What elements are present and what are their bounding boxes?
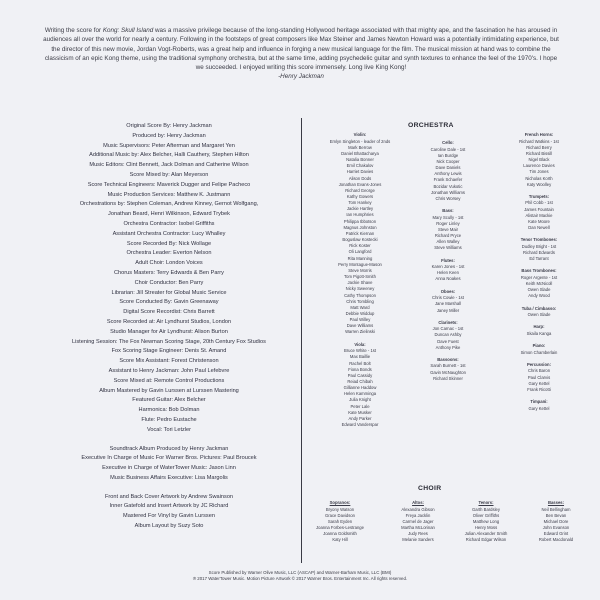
- musician-name: Dave Williams: [346, 323, 374, 329]
- musician-name: Nigel Black: [528, 157, 550, 163]
- choir-column-altos: [382, 500, 454, 544]
- musician-name: Anna Noakes: [435, 276, 461, 282]
- credit-line: Music Production Services: Matthew K. Justmann: [107, 191, 231, 198]
- singer-name: Edward Grint: [543, 531, 569, 537]
- credit-line: Executive in Charge of WaterTower Music: Jason Linn: [102, 465, 236, 472]
- intro-signature: -Henry Jackman: [278, 73, 324, 81]
- musician-name: Richard Watkins - 1st: [519, 138, 559, 144]
- musician-name: Roger Linley: [436, 220, 460, 226]
- credit-line: Score Recorded By: Nick Wollage: [126, 240, 212, 247]
- choir-column-tenors: [450, 500, 522, 544]
- musician-name: Paul Willey: [349, 317, 371, 323]
- musician-name: Roger Argente - 1st: [520, 274, 558, 280]
- orchestra-column-low-strings-woodwinds: [399, 140, 497, 388]
- orchestra-column-brass-percussion: [489, 132, 589, 418]
- musician-name: Ian Humphries: [346, 212, 374, 218]
- musician-name: Sarah Burnett - 1st: [430, 363, 466, 369]
- musician-name: Oli Langford: [348, 249, 372, 255]
- orchestra-section: [489, 132, 589, 188]
- musician-name: Duncan Ashby: [434, 332, 462, 338]
- musician-name: Mark Berrow: [348, 144, 372, 150]
- credit-line: Jonathan Beard, Henri Wilkinson, Edward Trybek: [108, 211, 230, 218]
- musician-name: Andy Parker: [348, 415, 372, 421]
- musician-name: Jonathan Evans-Jones: [338, 181, 382, 187]
- credit-line: Inner Gatefold and Insert Artwork by JC Richard: [109, 503, 229, 510]
- choir-column-sopranos: [304, 500, 376, 544]
- musician-name: Steve Morris: [348, 267, 372, 273]
- section-heading: Sopranos:: [329, 500, 351, 505]
- singer-name: Richard Edgar Wilson: [465, 537, 507, 543]
- section-heading: Trumpets:: [528, 193, 550, 199]
- credits-group: [60, 445, 278, 484]
- musician-name: Kathy Gowers: [346, 194, 374, 199]
- credit-line: Score Mixed by: Alan Meyerson: [129, 171, 209, 178]
- musician-name: Max Baillie: [349, 354, 371, 360]
- musician-name: Janey Miller: [436, 307, 460, 313]
- musician-name: Daniel Bhattacharya: [341, 150, 379, 156]
- musician-name: Richard Berry: [526, 144, 552, 150]
- footer-line: ℗ 2017 WaterTower Music. Motion Picture Artwork © 2017 Warner Bros. Entertainment Inc. All rights reserved.: [192, 576, 408, 582]
- musician-name: Rita Manning: [347, 255, 373, 261]
- section-heading: Percussion:: [527, 361, 551, 367]
- credit-line: Digital Score Recordist: Chris Barrett: [123, 309, 215, 316]
- musician-name: Skaila Kanga: [526, 330, 552, 336]
- section-heading: Bassoons:: [437, 356, 459, 362]
- singer-name: Freya Jacklin: [405, 512, 431, 518]
- musician-name: Tim Jones: [529, 169, 549, 175]
- musician-name: Simon Chamberlain: [520, 349, 558, 355]
- section-heading: Clarinets:: [438, 319, 458, 325]
- singer-name: Ben Bevan: [545, 512, 567, 518]
- singer-name: Alexandra Gibson: [401, 506, 435, 512]
- musician-name: Emil Chakalov: [346, 163, 374, 169]
- credit-line: Music Business Affairs Executive: Lisa Margolis: [110, 474, 228, 481]
- singer-name: Sarah Eyden: [327, 518, 353, 524]
- singer-name: Grace Davidson: [324, 512, 356, 518]
- singer-name: Robert Macdonald: [538, 537, 574, 543]
- singer-name: Joanna Forbes-Lestrange: [316, 525, 364, 531]
- section-heading: Tenor Trombones:: [520, 237, 558, 243]
- section-heading: Bass:: [442, 208, 454, 213]
- musician-name: Dudley Bright - 1st: [521, 243, 557, 249]
- musician-name: Nick Cooper: [436, 158, 460, 164]
- credit-line: Librarian: Jill Streater for Global Music Service: [111, 289, 227, 296]
- production-credits: [60, 122, 278, 541]
- musician-name: Jane Marshall: [434, 301, 462, 307]
- orchestra-section: [399, 140, 497, 202]
- musician-name: James Fountain: [524, 206, 554, 212]
- musician-name: Richard Bissill: [525, 150, 553, 156]
- musician-name: Edward Vanderspar: [341, 422, 379, 428]
- musician-name: Bruce White - 1st: [343, 348, 377, 354]
- section-heading: French Horns:: [524, 132, 554, 137]
- orchestra-section: [489, 362, 589, 393]
- musician-name: Dan Newell: [528, 225, 550, 231]
- section-heading: Tuba / Cimbasso:: [521, 305, 557, 311]
- musician-name: Cathy Thompson: [344, 292, 376, 298]
- orchestra-section: [399, 208, 497, 252]
- orchestra-section: [489, 268, 589, 299]
- musician-name: Chris Tombling: [346, 298, 374, 304]
- singer-name: Julian Alexander Smith: [464, 531, 508, 537]
- musician-name: Owen Slade: [527, 287, 551, 293]
- section-heading: Violin:: [353, 132, 367, 137]
- intro-paragraph: Writing the score for Kong: Skull Island was a massive privilege because of the long-standing Hollywood heritage associated with that mighty ape, and the fascination he has aroused in audiences all over the world for nearly a century. Following in the footsteps of great composers like Max Steiner and James Newton Howard was a potentially intimidating experience, but the director of this new movie, Jordan Vogt-Roberts, was a great help and influence in forging a new musical language for the film. The musical mission at hand was to combine the classicism of an epic Kong theme, using the traditional symphony orchestra, but at the same time, adding psychedelic guitar and synth textures to enhance the feel of the 1970's. I hope we succeeded. I enjoyed writing this score immensely. Long live King Kong!: [43, 27, 559, 72]
- credit-line: Score Mix Assistant: Forest Christenson: [119, 358, 219, 365]
- credits-group: [60, 122, 278, 436]
- credit-line: Orchestra Contractor: Isobel Griffiths: [123, 220, 215, 227]
- singer-name: Bryony Watson: [325, 506, 355, 512]
- credit-line: Chorus Masters: Terry Edwards & Ben Parry: [114, 269, 224, 276]
- orchestra-section: [489, 343, 589, 356]
- section-heading: Harp:: [533, 324, 545, 330]
- section-heading: Cello:: [442, 140, 454, 145]
- credit-line: Score Conducted By: Gavin Greenaway: [119, 299, 219, 306]
- orchestra-title: ORCHESTRA: [408, 122, 454, 129]
- musician-name: Patrick Kiernan: [345, 230, 375, 236]
- credit-line: Harmonica: Bob Dolman: [138, 407, 200, 414]
- orchestra-section: [399, 258, 497, 283]
- musician-name: Magnus Johnston: [343, 224, 377, 230]
- musician-name: Nicky Sweeney: [345, 286, 375, 292]
- musician-name: Richard George: [345, 187, 375, 193]
- credit-line: Orchestra Leader: Everton Nelson: [126, 250, 212, 257]
- credit-line: Orchestrations by: Stephen Coleman, Andrew Kinney, Gernot Wolfgang,: [79, 201, 259, 208]
- musician-name: Gavin McNaughton: [430, 369, 466, 375]
- singer-name: Katy Hill: [332, 537, 348, 543]
- liner-notes: [42, 26, 560, 82]
- orchestra-section: [489, 306, 589, 319]
- musician-name: Bozidar Vukotic: [433, 183, 463, 189]
- credit-line: Fox Scoring Stage Engineer: Denis St. Amand: [111, 348, 227, 355]
- section-heading: Altos:: [412, 500, 424, 505]
- musician-name: Harriet Davies: [346, 169, 374, 175]
- singer-name: Melanie Sanders: [402, 537, 434, 543]
- section-heading: Tenors:: [478, 500, 494, 505]
- musician-name: Richard Edwards: [523, 249, 555, 255]
- singer-name: Neil Bellingham: [541, 506, 571, 512]
- credit-line: Listening Session: The Fox Newman Scoring Stage, 20th Century Fox Studios: [72, 338, 266, 345]
- section-heading: Basses:: [547, 500, 565, 505]
- orchestra-section: [399, 320, 497, 351]
- credit-line: Original Score By: Henry Jackman: [126, 123, 212, 129]
- musician-name: Boguslaw Kostecki: [342, 237, 378, 243]
- musician-name: Anthony Lewis: [434, 171, 462, 177]
- orchestra-column-strings: [311, 132, 409, 434]
- musician-name: Karen Jones - 1st: [431, 264, 465, 270]
- orchestra-section: [399, 357, 497, 382]
- section-heading: Oboes:: [440, 288, 456, 294]
- credit-line: Score Recorded at: Air Lyndhurst Studios, London: [106, 318, 232, 325]
- musician-name: Laurence Davies: [523, 163, 555, 169]
- credit-line: Vocal: Tori Letzler: [146, 426, 192, 433]
- musician-name: Steve Mair: [437, 226, 458, 232]
- musician-name: Ian Burdge: [437, 152, 459, 158]
- musician-name: Frank Schaefer: [433, 177, 463, 183]
- musician-name: Alison Dods: [348, 175, 372, 181]
- vertical-divider: [301, 118, 302, 563]
- section-heading: Piano:: [532, 343, 546, 348]
- musician-name: Emlyn Singleton - leader of 2nds: [329, 138, 391, 144]
- credit-line: Front and Back Cover Artwork by Andrew Swainson: [104, 493, 234, 500]
- section-heading: Viola:: [354, 341, 366, 347]
- musician-name: Allen Walley: [436, 239, 460, 245]
- orchestra-section: [489, 324, 589, 337]
- credit-line: Additional Music by: Alex Belcher, Halli Cauthery, Stephen Hilton: [89, 152, 249, 159]
- singer-name: Carmel de Jager: [402, 518, 434, 524]
- orchestra-section: [399, 289, 497, 314]
- musician-name: Jonathan Williams: [431, 189, 465, 195]
- musician-name: Nicholas Korth: [525, 175, 553, 181]
- singer-name: Martha McLorinan: [401, 525, 435, 531]
- credit-line: Album Layout by Suzy Soto: [134, 523, 204, 530]
- musician-name: Paul Clarvis: [527, 374, 551, 380]
- credit-line: Music Supervisors: Peter Afterman and Margaret Yen: [103, 142, 235, 149]
- musician-name: Reiad Chibah: [347, 378, 373, 384]
- section-heading: Timpani:: [530, 398, 548, 404]
- choir-column-basses: [520, 500, 592, 544]
- musician-name: Ed Tarrant: [529, 256, 549, 262]
- musician-name: Gillianne Haddow: [343, 385, 377, 391]
- musician-name: Steve Williams: [434, 245, 462, 251]
- choir-title: CHOIR: [418, 485, 442, 492]
- credit-line: Score Technical Engineers: Maverick Dugger and Felipe Pacheco: [87, 181, 251, 188]
- credit-line: Adult Choir: London Voices: [135, 260, 203, 267]
- musician-name: Katy Woolley: [526, 181, 552, 187]
- musician-name: Helen Kamminga: [343, 391, 377, 397]
- musician-name: Mary Scully - 1st: [432, 214, 464, 220]
- musician-name: Fiona Bonds: [348, 366, 372, 372]
- musician-name: Gary Kettel: [528, 405, 550, 411]
- musician-name: Jon Carnac - 1st: [432, 326, 464, 332]
- musician-name: Richard Pryce: [434, 233, 462, 239]
- section-heading: Flutes:: [441, 257, 455, 263]
- musician-name: Andy Wood: [528, 293, 550, 299]
- footer-line: Score Published by Warner Olive Music, LLC (ASCAP) and Warner-Barham Music, LLC (BMI): [208, 570, 392, 575]
- singer-name: Henry Moss: [474, 525, 498, 531]
- singer-name: Joanna Goldsmith: [323, 531, 357, 537]
- musician-name: Paul Cassidy: [347, 372, 373, 378]
- musician-name: Rachel Bolt: [349, 360, 371, 366]
- musician-name: Chris Baron: [527, 368, 551, 374]
- film-title: Kong: Skull Island: [102, 27, 154, 34]
- singer-name: Michael Dore: [543, 518, 569, 524]
- musician-name: Chris Worsey: [435, 195, 461, 201]
- musician-name: Frank Ricotti: [527, 386, 551, 392]
- credits-group: [60, 493, 278, 532]
- musician-name: Rick Koster: [349, 243, 371, 249]
- orchestra-section: [489, 237, 589, 262]
- credit-line: Album Mastered by Gavin Lurssen at Lurssen Mastering: [99, 387, 239, 394]
- musician-name: Caroline Dale - 1st: [430, 146, 466, 152]
- orchestra-section: [489, 194, 589, 231]
- musician-name: Perry Montague-Mason: [338, 261, 382, 267]
- musician-name: Alistair Mackie: [525, 212, 553, 218]
- orchestra-section: [311, 132, 409, 336]
- musician-name: Philippa Ibbotson: [343, 218, 377, 224]
- credit-line: Assistant Orchestra Contractor: Lucy Whalley: [112, 230, 226, 237]
- musician-name: Keith McNicoll: [525, 281, 553, 287]
- singer-name: Judy Rees: [408, 531, 428, 537]
- musician-name: Gary Kettel: [528, 380, 550, 386]
- musician-name: Natalia Bonner: [346, 157, 374, 163]
- musician-name: Helen Keen: [437, 270, 459, 276]
- musician-name: Richard Skinner: [433, 375, 463, 381]
- musician-name: Dave Fuest: [437, 338, 459, 344]
- credit-line: Soundtrack Album Produced by Henry Jackman: [109, 445, 229, 452]
- singer-name: Oliver Griffiths: [472, 512, 500, 518]
- musician-name: Kate Musker: [348, 409, 372, 415]
- orchestra-section: [311, 342, 409, 429]
- credit-line: Music Editors: Clint Bennett, Jack Dolman and Catherine Wilson: [89, 162, 249, 169]
- credit-line: Executive In Charge of Music For Warner Bros. Pictures: Paul Broucek: [81, 455, 257, 462]
- musician-name: Jackie Shave: [347, 280, 373, 286]
- musician-name: Dave Daniels: [435, 165, 461, 171]
- credit-line: Mastered For Vinyl by Gavin Lurssen: [123, 513, 215, 520]
- musician-name: Debbie Widdup: [345, 310, 375, 316]
- credit-line: Featured Guitar: Alex Belcher: [132, 397, 206, 404]
- credit-line: Flute: Pedro Eustache: [141, 416, 197, 423]
- copyright-footer: [130, 570, 470, 583]
- musician-name: Kate Moore: [528, 218, 550, 224]
- musician-name: Warren Zielinski: [345, 329, 375, 335]
- singer-name: Matthew Long: [472, 518, 500, 524]
- musician-name: Peter Lale: [350, 403, 370, 409]
- credit-line: Produced by: Henry Jackman: [132, 132, 206, 139]
- musician-name: Chris Cowie - 1st: [432, 295, 464, 301]
- credit-line: Assistant to Henry Jackman: John Paul Lefebvre: [108, 367, 230, 374]
- musician-name: Owen Slade: [527, 312, 551, 318]
- credit-line: Studio Manager for Air Lyndhurst: Alison Burton: [110, 328, 228, 335]
- singer-name: John Evanson: [542, 525, 570, 531]
- section-heading: Bass Trombones:: [521, 268, 557, 274]
- musician-name: Julia Knight: [349, 397, 371, 403]
- musician-name: Tom Hankey: [348, 200, 372, 206]
- singer-name: Garth Bardsley: [472, 506, 500, 512]
- musician-name: Jackie Hartley: [346, 206, 374, 212]
- orchestra-section: [489, 399, 589, 412]
- musician-name: Phil Cobb - 1st: [525, 200, 553, 206]
- musician-name: Matt Ward: [350, 304, 370, 310]
- credit-line: Score Mixed at: Remote Control Productions: [113, 377, 225, 384]
- credit-line: Choir Conductor: Ben Parry: [134, 279, 204, 286]
- musician-name: Anthony Pike: [435, 344, 461, 350]
- musician-name: Tom Pigott-Smith: [344, 274, 376, 280]
